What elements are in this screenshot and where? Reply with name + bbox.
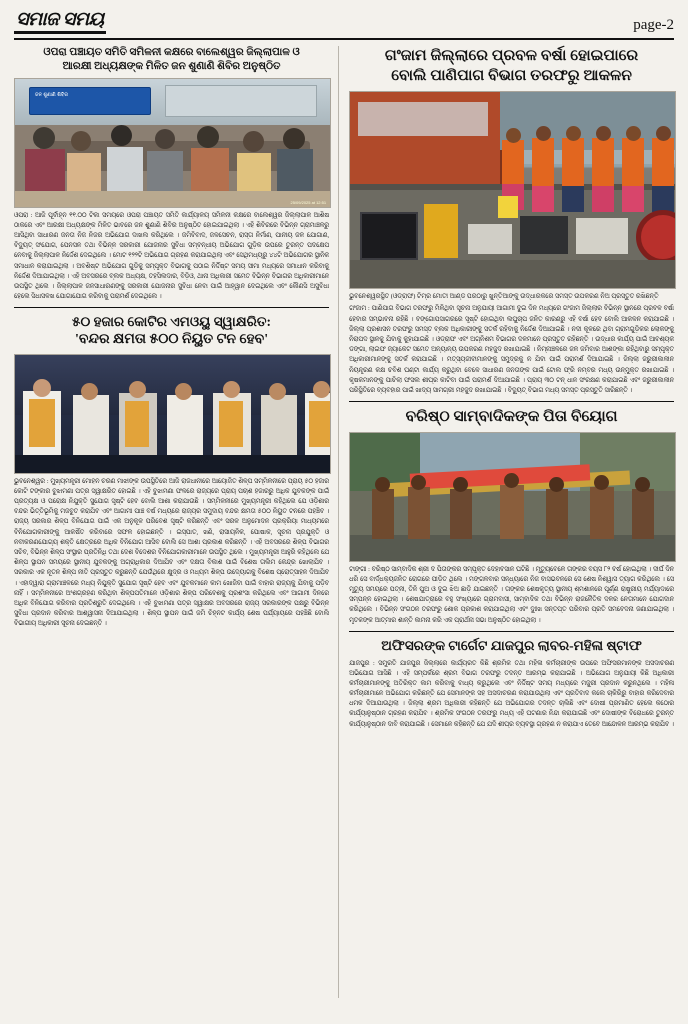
article1-headline-line2: ଆରକ୍ଷୀ ଅଧ୍ୟକ୍ଷଙ୍କ ମିଳିତ ଜନ ଶୁଣାଣି ଶିବିର ଅନୁଷ୍ଠିତ bbox=[62, 60, 281, 72]
right-article1-headline-line1: ଗଂଜାମ ଜିଲ୍ଲାରେ ପ୍ରବଳ ବର୍ଷା ହୋଇପାରେ bbox=[384, 46, 639, 64]
columns-container bbox=[14, 46, 674, 998]
right-article3-headline: ଅଫିସରଙ୍କ ଟାର୍ଗେଟ ଯାଜପୁର ଲାବର-ମହିଳା ଷ୍ଟାଫ bbox=[381, 637, 642, 653]
article2-headline-line1: ୫୦ ହଜାର କୋଟିର ଏମଓୟୁ ସ୍ୱାକ୍ଷରିତ: bbox=[72, 314, 272, 330]
meeting-hall-photo bbox=[14, 78, 331, 208]
article1-body: ଓପରା : ଆଜି ପୂର୍ବାହ୍ନ ୧୧.୦୦ ଟିକା ସମୟରେ ଓପରା ପଞ୍ଚାୟତ ସମିତି କାର୍ଯ୍ୟାଳୟ ସମିଳନୀ କକ୍ଷରେ ବାଲେଶ୍ୱର ଜିଲ୍ଲାପାଳ ଆଶିଷ ଠାକରେ ଏବଂ ଆରକ୍ଷୀ ଅଧ୍ୟକ୍ଷଙ୍କ ମିଳିତ ଭାବରେ ଜନ ଶୁଣାଣି ଶିବିର ଅନୁଷ୍ଠିତ ହୋଇଯାଇଥିଲା । ଏହି ଶିବିରରେ ବିଭିନ୍ନ ଗ୍ରାମାଞ୍ଚଳରୁ ଆସିଥିବା ସାଧାରଣ ଜନତା ନିଜ ନିଜର ଅଭିଯୋଗ ଦାଖଲ କରିଥିଲେ । ଜମିବିବାଦ, ଜଳସେଚନ, ରାସ୍ତା ନିର୍ମାଣ, ପାନୀୟ ଜଳ ଯୋଗାଣ, ବିଦ୍ୟୁତ୍ ସଂଯୋଗ, ପେନସନ ତଥା ବିଭିନ୍ନ ସରକାରୀ ଯୋଜନାର ସୁବିଧା ସମ୍ବନ୍ଧୀୟ ଅଭିଯୋଗ ଗୁଡ଼ିକ ଉପରେ ତୁରନ୍ତ ପଦକ୍ଷେପ ନେବାକୁ ଜିଲ୍ଲାପାଳ ନିର୍ଦ୍ଦେଶ ଦେଇଥିଲେ । ମୋଟ ୧୨୨ଟି ଅଭିଯୋଗ ଗ୍ରହଣ କରାଯାଇଥିଲା ଏବଂ ସେଥିମଧ୍ୟରୁ ୪୪ଟି ଅଭିଯୋଗର ସ୍ଥାନିକ ସମାଧାନ କରାଯାଇଥିଲା । ଅବଶିଷ୍ଟ ଅଭିଯୋଗ ଗୁଡ଼ିକୁ ସମ୍ପୃକ୍ତ ବିଭାଗକୁ ପଠାଇ ନିର୍ଦ୍ଦିଷ୍ଟ ସମୟ ସୀମା ମଧ୍ୟରେ ସମାଧାନ କରିବାକୁ ନିର୍ଦ୍ଦେଶ ଦିଆଯାଇଥିଲା । ଏହି ଅବସରରେ ବ୍ଲକ ଅଧ୍ୟକ୍ଷ, ତହସିଲଦାର, ବିଡ଼ିଓ, ଥାନା ଅଧିକାରୀ ସମେତ ବିଭିନ୍ନ ବିଭାଗର ଅଧିକାରୀମାନେ ଉପସ୍ଥିତ ଥିଲେ । ଜିଲ୍ଲାପାଳ ଜନସାଧାରଣଙ୍କୁ ସରକାରୀ ଯୋଜନାର ସୁବିଧା ନେବା ପାଇଁ ଆହ୍ୱାନ ଦେଇଥିଲେ ଏବଂ କୌଣସି ଅସୁବିଧା ହେଲେ ସିଧାସଳଖ ଯୋଗାଯୋଗ କରିବାକୁ ପରାମର୍ଶ ଦେଇଥିଲେ । bbox=[14, 211, 330, 301]
right-article2-headline: ବରିଷ୍ଠ ସାମ୍ବାଦିକଙ୍କ ପିତା ବିୟୋଗ bbox=[405, 408, 618, 426]
odraf-rescue-team-photo bbox=[349, 91, 676, 289]
article-ganjam-rain bbox=[349, 46, 674, 396]
masthead bbox=[14, 10, 674, 40]
article-jajpur-labour bbox=[349, 637, 674, 730]
article1-headline-line1: ଓପରା ପଞ୍ଚାୟତ ସମିତି ସମିଳନୀ କକ୍ଷରେ ବାଲେଶ୍ୱର ଜିଲ୍ଲାପାଳ ଓ bbox=[43, 46, 300, 58]
article-jan-sunani bbox=[14, 46, 329, 302]
right-article1-body: ଗଂଜାମ : ପାଣିପାଗ ବିଭାଗ ତରଫରୁ ମିଳିଥିବା ସୂଚନା ଅନୁଯାୟୀ ଆଗାମୀ ଦୁଇ ଦିନ ମଧ୍ୟରେ ଗଂଜାମ ଜିଲ୍ଲାର ବିଭିନ୍ନ ସ୍ଥାନରେ ପ୍ରବଳ ବର୍ଷା ହେବାର ସମ୍ଭାବନା ରହିଛି । ବଙ୍ଗୋପସାଗରରେ ସୃଷ୍ଟି ହୋଇଥିବା ଲଘୁଚାପ ଜନିତ କାରଣରୁ ଏହି ବର୍ଷା ହେବ ବୋଲି ଆକଳନ କରାଯାଇଛି । ଜିଲ୍ଲା ପ୍ରଶାସନ ତରଫରୁ ସମସ୍ତ ବ୍ଲକ ଅଧିକାରୀଙ୍କୁ ସତର୍କ ରହିବାକୁ ନିର୍ଦ୍ଦେଶ ଦିଆଯାଇଛି । ନଦୀ କୂଳରେ ଥିବା ଗ୍ରାମଗୁଡ଼ିକର ଲୋକଙ୍କୁ ନିରାପଦ ସ୍ଥାନକୁ ଯିବାକୁ କୁହାଯାଇଛି । ଓଡ୍ରାଫ ଏବଂ ଅଗ୍ନିଶମ ବିଭାଗର ଦଳମାନେ ପ୍ରସ୍ତୁତ ରହିଛନ୍ତି । ଉଦ୍ଧାର କାର୍ଯ୍ୟ ପାଇଁ ଆବଶ୍ୟକ ଡଙ୍ଗା, ଲାଇଫ ଜ୍ୟାକେଟ ସମେତ ଅନ୍ୟାନ୍ୟ ଉପକରଣ ମହଜୁଦ ରଖାଯାଇଛି । ନିମ୍ନାଞ୍ଚଳରେ ଜଳ ଜମିବାର ଆଶଙ୍କା ରହିଥିବାରୁ ସମ୍ପୃକ୍ତ ଅଧିକାରୀମାନଙ୍କୁ ସତର୍କ କରାଯାଇଛି । ମତ୍ସ୍ୟଜୀବୀମାନଙ୍କୁ ସମୁଦ୍ରକୁ ନ ଯିବା ପାଇଁ ପରାମର୍ଶ ଦିଆଯାଇଛି । ଜିଲ୍ଲା ଜରୁରୀକାଳୀନ ନିୟନ୍ତ୍ରଣ କକ୍ଷ ଚବିଶ ଘଣ୍ଟା କାର୍ଯ୍ୟ କରୁଥିବା ବେଳେ ସାଧାରଣ ଜନତାଙ୍କ ପାଇଁ ଟୋଲ ଫ୍ରି ନମ୍ବର ମଧ୍ୟ ଉନ୍ମୁକ୍ତ ରଖାଯାଇଛି । କୃଷକମାନଙ୍କୁ ପାଚିଲା ଫସଲ ଶୀଘ୍ର କାଟିବା ପାଇଁ ପରାମର୍ଶ ଦିଆଯାଇଛି । ପ୍ରାୟ ୩୦ ଟନ୍ ଧାନ ସଂରକ୍ଷଣ କରାଯାଇଛି ଏବଂ ଜରୁରୀକାଳୀନ ପରିସ୍ଥିତିରେ ବ୍ୟବହାର ପାଇଁ ଖାଦ୍ୟ ସାମଗ୍ରୀ ମହଜୁଦ ରଖାଯାଇଛି । ବିଦ୍ୟୁତ୍ ବିଭାଗ ମଧ୍ୟ ସମସ୍ତ ପ୍ରସ୍ତୁତି ସାରିଛନ୍ତି । bbox=[349, 305, 674, 394]
article-mou bbox=[14, 313, 329, 629]
right-article3-body: ଯାଜପୁର : ସମ୍ପ୍ରତି ଯାଜପୁର ଜିଲ୍ଲାରେ କାର୍ଯ୍ୟରତ କିଛି ଶ୍ରମିକ ତଥା ମହିଳା କର୍ମଚାରୀଙ୍କ ଉପରେ ଅଫିସରମାନଙ୍କ ଅସଦାଚରଣ ଅଭିଯୋଗ ଆସିଛି । ଏହି ସମ୍ପର୍କରେ ଶ୍ରମ ବିଭାଗ ତରଫରୁ ତଦନ୍ତ ଆରମ୍ଭ କରାଯାଇଛି । ଅଭିଯୋଗ ଅନୁଯାୟୀ କିଛି ଅଧିକାରୀ କର୍ମଚାରୀମାନଙ୍କୁ ଅତିରିକ୍ତ କାମ କରିବାକୁ ବାଧ୍ୟ କରୁଥିଲେ ଏବଂ ନିର୍ଦ୍ଦିଷ୍ଟ ସମୟ ମଧ୍ୟରେ ମଜୁରୀ ପ୍ରଦାନ କରୁନଥିଲେ । ମହିଳା କର୍ମଚାରୀମାନେ ଅଭିଯୋଗ କରିଛନ୍ତି ଯେ ସେମାନଙ୍କ ସହ ଅସଦାଚରଣ କରାଯାଉଥିଲା ଏବଂ ପ୍ରତିବାଦ କଲେ ଚାକିରିରୁ ବାହାର କରିଦେବାର ଧମକ ଦିଆଯାଉଥିଲା । ଜିଲ୍ଲା ଶ୍ରମ ଅଧିକାରୀ କହିଛନ୍ତି ଯେ ଅଭିଯୋଗର ତଦନ୍ତ ଚାଲିଛି ଏବଂ ଦୋଷୀ ପ୍ରମାଣିତ ହେଲେ କଠୋର କାର୍ଯ୍ୟାନୁଷ୍ଠାନ ଗ୍ରହଣ କରାଯିବ । ଶ୍ରମିକ ସଂଗଠନ ତରଫରୁ ମଧ୍ୟ ଏହି ଘଟଣାର ନିନ୍ଦା କରାଯାଇଛି ଏବଂ ଦୋଷୀଙ୍କ ବିରୋଧରେ ତୁରନ୍ତ କାର୍ଯ୍ୟାନୁଷ୍ଠାନ ଦାବି କରାଯାଇଛି । ସେମାନେ କହିଛନ୍ତି ଯେ ଯଦି ଶୀଘ୍ର ବ୍ୟବସ୍ଥା ଗ୍ରହଣ ନ କରାଯାଏ ତେବେ ଆନ୍ଦୋଳନ ଆରମ୍ଭ କରାଯିବ । bbox=[349, 659, 674, 728]
article2-headline-line2: 'ବନ୍ଦର କ୍ଷମତା ୫୦୦ ନିୟୁତ ଟନ ହେବ' bbox=[74, 332, 269, 348]
left-column bbox=[14, 46, 339, 998]
article2-body: ଭୁବନେଶ୍ୱର : ମୁଖ୍ୟମନ୍ତ୍ରୀ ମୋହନ ଚରଣ ମାଝୀଙ୍କ ଉପସ୍ଥିତିରେ ଆଜି ରାଜଧାନୀରେ ଆୟୋଜିତ ଶିଳ୍ପ ସମ୍ମିଳନୀରେ ପ୍ରାୟ ୫୦ ହଜାର କୋଟି ଟଙ୍କାର ବୁଝାମଣା ପତ୍ର ସ୍ୱାକ୍ଷରିତ ହୋଇଛି । ଏହି ବୁଝାମଣା ଫଳରେ ରାଜ୍ୟରେ ପ୍ରାୟ ପଚାଶ ହଜାରରୁ ଅଧିକ ଯୁବକଙ୍କ ପାଇଁ ପ୍ରତ୍ୟକ୍ଷ ଓ ପରୋକ୍ଷ ନିଯୁକ୍ତି ସୁଯୋଗ ସୃଷ୍ଟି ହେବ ବୋଲି ଆଶା କରାଯାଉଛି । ସମ୍ମିଳନୀରେ ମୁଖ୍ୟମନ୍ତ୍ରୀ କହିଥିଲେ ଯେ ଓଡ଼ିଶାର ବନ୍ଦର ଭିତ୍ତିଭୂମିକୁ ମଜବୁତ କରାଯିବ ଏବଂ ଆଗାମୀ ପାଞ୍ଚ ବର୍ଷ ମଧ୍ୟରେ ରାଜ୍ୟର ସମୁଦାୟ ବନ୍ଦର କ୍ଷମତା ୫୦୦ ନିୟୁତ ଟନରେ ପହଞ୍ଚିବ । ରାଜ୍ୟ ସରକାର ଶିଳ୍ପ ବିନିଯୋଗ ପାଇଁ ଏକ ଅନୁକୂଳ ପରିବେଶ ସୃଷ୍ଟି କରିଛନ୍ତି ଏବଂ ସରଳ ଅନୁମୋଦନ ପ୍ରକ୍ରିୟା ମାଧ୍ୟମରେ ବିନିଯୋଗକାରୀଙ୍କୁ ଆକର୍ଷିତ କରିବାରେ ସଫଳ ହୋଇଛନ୍ତି । ଇସ୍ପାତ, ଖଣି, ରାସାୟନିକ, ପୋଷାକ, ସୂଚନା ପ୍ରଯୁକ୍ତି ଓ ନବୀକରଣଯୋଗ୍ୟ ଶକ୍ତି କ୍ଷେତ୍ରରେ ଅଧିକ ବିନିଯୋଗ ଆସିବ ବୋଲି ସେ ଆଶା ପ୍ରକାଶ କରିଛନ୍ତି । ଏହି ଅବସରରେ ଶିଳ୍ପ ବିଭାଗର ସଚିବ, ବିଭିନ୍ନ ଶିଳ୍ପ ସଂସ୍ଥାର ପ୍ରତିନିଧି ତଥା ଦେଶ ବିଦେଶର ବିନିଯୋଗକାରୀମାନେ ଉପସ୍ଥିତ ଥିଲେ । ମୁଖ୍ୟମନ୍ତ୍ରୀ ଆହୁରି କହିଥିଲେ ଯେ ଶିଳ୍ପ ସ୍ଥାପନ ସମୟରେ ସ୍ଥାନୀୟ ଯୁବକଙ୍କୁ ଅଗ୍ରାଧିକାର ଦିଆଯିବ ଏବଂ ଦକ୍ଷତା ବିକାଶ ପାଇଁ ବିଶେଷ ତାଲିମ କେନ୍ଦ୍ର ଖୋଲାଯିବ । ସରକାର ଏକ ନୂତନ ଶିଳ୍ପ ନୀତି ପ୍ରସ୍ତୁତ କରୁଛନ୍ତି ଯେଉଁଥିରେ କ୍ଷୁଦ୍ର ଓ ମଧ୍ୟମ ଶିଳ୍ପ ଉଦ୍ୟୋଗକୁ ବିଶେଷ ପ୍ରୋତ୍ସାହନ ଦିଆଯିବ । ଏହାଦ୍ୱାରା ଗ୍ରାମାଞ୍ଚଳରେ ମଧ୍ୟ ନିଯୁକ୍ତି ସୁଯୋଗ ସୃଷ୍ଟି ହେବ ଏବଂ ଯୁବକମାନେ କାମ ଖୋଜିବା ପାଇଁ ବାହାର ରାଜ୍ୟକୁ ଯିବାକୁ ପଡ଼ିବ ନାହିଁ । ସମ୍ମିଳନୀରେ ଅଂଶଗ୍ରହଣ କରିଥିବା ଶିଳ୍ପପତିମାନେ ଓଡ଼ିଶାର ଶିଳ୍ପ ପରିବେଶକୁ ପ୍ରଶଂସା କରିଥିଲେ ଏବଂ ଆଗାମୀ ଦିନରେ ଅଧିକ ବିନିଯୋଗ କରିବାର ପ୍ରତିଶ୍ରୁତି ଦେଇଥିଲେ । ଏହି ବୁଝାମଣା ପତ୍ର ସ୍ୱାକ୍ଷର ଅବସରରେ ରାଜ୍ୟ ସରକାରଙ୍କ ପକ୍ଷରୁ ବିଭିନ୍ନ ସୁବିଧା ପ୍ରଦାନ କରିବାର ଆଶ୍ୱାସନା ଦିଆଯାଇଥିଲା । ଶିଳ୍ପ ସ୍ଥାପନ ପାଇଁ ଜମି ଚିହ୍ନଟ କାର୍ଯ୍ୟ ଶେଷ ପର୍ଯ୍ୟାୟରେ ପହଞ୍ଚିଛି ବୋଲି ବିଭାଗୀୟ ଅଧିକାରୀ ସୂଚନା ଦେଇଛନ୍ତି । bbox=[14, 477, 330, 628]
photo-banner-text: ଜନ ଶୁଣାଣି ଶିବିର bbox=[35, 91, 69, 98]
stage-mou-photo bbox=[14, 354, 331, 474]
section-divider-3 bbox=[349, 631, 674, 632]
photo-timestamp: 25/09/2025 at 12:51 bbox=[290, 199, 327, 205]
page-number: page-2 bbox=[633, 16, 674, 33]
rescue-photo-caption: ଭୁବନେଶ୍ୱରସ୍ଥିତ (ଓଡ୍ରାଫ) ଟିମ୍‌ର ମୋତୀ ଆଣ୍ଡ ପରଠାରୁ ଖୁନ୍ତିଆଙ୍କୁ ଉଦ୍ଧାରକରେ ସମସ୍ତ ଉପକରଣ ନିଅ ପ୍ରସ୍ତୁତ ରଖିଛନ୍ତି bbox=[349, 292, 659, 300]
right-article2-body: ଟାଙ୍ଗୀ : ବରିଷ୍ଠ ସାମ୍ବାଦିକ ଶ୍ରୀ ଦ ପିତାଙ୍କର ସମ୍ପୃକ୍ତ ଦେହାବସାନ ଘଟିଛି । ମୃତ୍ୟୁବେଳେ ତାଙ୍କର ବୟସ ୮୨ ବର୍ଷ ହୋଇଥିଲା । ଦୀର୍ଘ ଦିନ ଧରି ସେ ବାର୍ଦ୍ଧକ୍ୟଜନିତ ରୋଗରେ ପୀଡ଼ିତ ଥିଲେ । ମଙ୍ଗଳବାର ସନ୍ଧ୍ୟାରେ ନିଜ ବାସଭବନରେ ସେ ଶେଷ ନିଶ୍ୱାସ ତ୍ୟାଗ କରିଥିଲେ । ସେ ମୃତ୍ୟୁ ସମୟରେ ପତ୍ନୀ, ତିନି ପୁଅ ଓ ଦୁଇ ଝିଅ ଛାଡ଼ି ଯାଇଛନ୍ତି । ତାଙ୍କର ଶେଷକୃତ୍ୟ ସ୍ଥାନୀୟ ଶ୍ମଶାନରେ ପୂର୍ଣ୍ଣ ରାଷ୍ଟ୍ରୀୟ ମର୍ଯ୍ୟାଦାରେ ସମ୍ପନ୍ନ ହୋଇଥିଲା । ଶେଷଯାତ୍ରାରେ ବହୁ ସଂଖ୍ୟାରେ ଗ୍ରାମବାସୀ, ସାମ୍ବାଦିକ ତଥା ବିଭିନ୍ନ ରାଜନୈତିକ ଦଳର ନେତାମାନେ ଯୋଗଦାନ କରିଥିଲେ । ବିଭିନ୍ନ ସଂଗଠନ ତରଫରୁ ଶୋକ ପ୍ରକାଶ କରାଯାଇଥିଲା ଏବଂ ଦୁଃଖ ସନ୍ତପ୍ତ ପରିବାର ପ୍ରତି ସମବେଦନା ଜଣାଯାଇଥିଲା । ମୃତକଙ୍କ ଆତ୍ମାର ଶାନ୍ତି କାମନା କରି ଏକ ପ୍ରାର୍ଥନା ସଭା ଅନୁଷ୍ଠିତ ହୋଇଥିଲା । bbox=[349, 565, 674, 624]
right-article1-headline-line2: ବୋଲି ପାଣିପାଗ ବିଭାଗ ତରଫରୁ ଆକଳନ bbox=[391, 67, 632, 85]
newspaper-logo: ସମାଜ ସମୟ bbox=[14, 10, 106, 34]
right-column bbox=[349, 46, 674, 998]
section-divider bbox=[14, 307, 329, 308]
article-obituary bbox=[349, 407, 674, 626]
section-divider-2 bbox=[349, 401, 674, 402]
funeral-procession-photo bbox=[349, 432, 676, 562]
